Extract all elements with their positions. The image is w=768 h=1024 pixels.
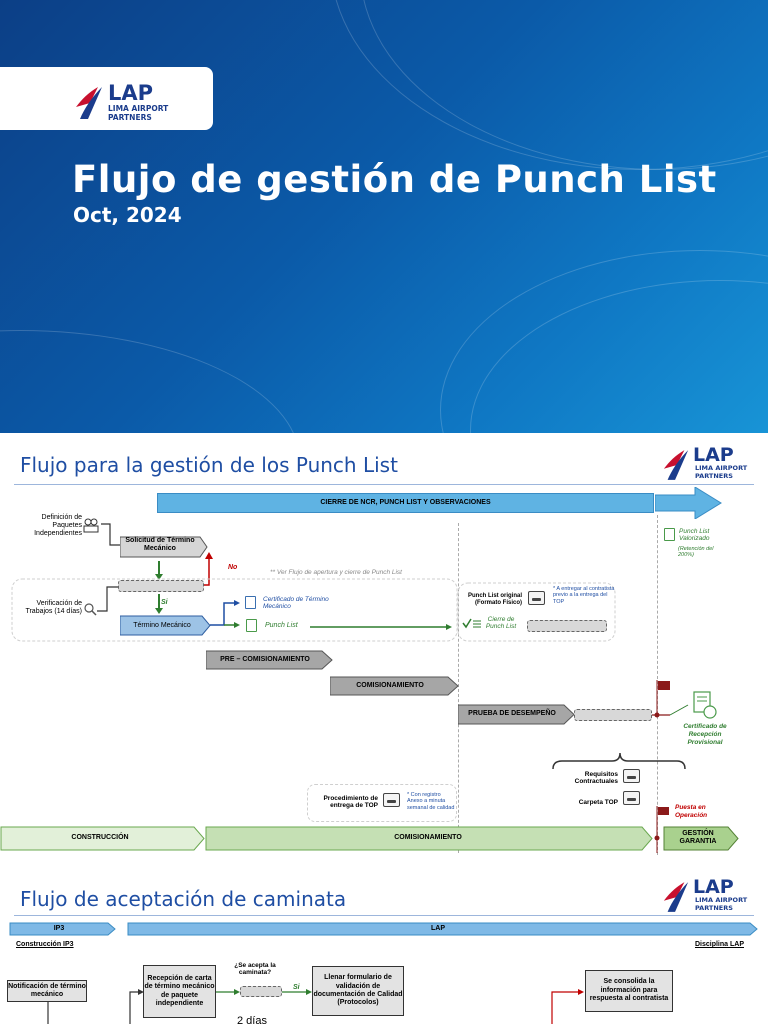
no-label: No [228,564,238,571]
cierre-dashed-box [527,620,607,632]
def-paquetes-label: Definición de Paquetes Independientes [34,514,82,538]
printer-icon [383,793,400,807]
cierre-punch-label: Cierre de Punch List [485,616,517,631]
notificacion-box: Notificación de término mecánico [7,980,87,1002]
punch-list-doc-icon [246,619,257,632]
comisionamiento-label: COMISIONAMIENTO [356,682,424,689]
printer-icon [623,791,640,805]
cert-recepcion-label: Certificado de Recepción Provisional [683,723,727,746]
si-label: Si [161,599,168,606]
lap-lane-label: LAP [431,925,445,932]
lap-logo-mark-icon [74,85,104,121]
cover-date: Oct, 2024 [73,203,182,227]
certificate-doc-icon [245,596,256,609]
punch-list-label: Punch List [265,622,298,629]
decorative-wave [0,330,300,433]
comisionamiento-bottom-label: COMISIONAMIENTO [394,834,462,841]
logo-wordmark: LAP [693,876,734,898]
punch-original-label: Punch List original (Formato Físico) [467,593,522,606]
valorizado-doc-icon [664,528,675,541]
ver-flujo-note: ** Ver Flujo de apertura y cierre de Punch List [270,569,402,576]
retencion-label: (Retención del 200%) [678,546,714,559]
pre-comisionamiento-label: PRE – COMISIONAMIENTO [220,656,310,663]
decision-box [118,580,204,592]
se-acepta-question: ¿Se acepta la caminata? [234,962,276,977]
caminata-dashed-box [240,986,282,997]
handshake-certificate-icon [692,691,718,719]
si-label: Si [293,984,300,991]
operation-flag-icon [656,805,672,821]
entregar-note: * A entregar al contratista previo a la entrega del TOP [553,586,615,605]
slide-title: Flujo para la gestión de los Punch List [20,453,398,477]
requisitos-label: Requisitos Contractuales [574,771,618,786]
verificacion-label: Verificación de Trabajos (14 días) [25,600,82,616]
punch-valorizado-label: Punch List Valorizado [679,528,710,543]
prueba-dashed-box [574,709,652,721]
termino-mecanico-label: Término Mecánico [133,622,191,629]
disciplina-lap-label: Disciplina LAP [694,941,744,948]
slide-title: Flujo de aceptación de caminata [20,887,347,911]
carpeta-top-label: Carpeta TOP [578,799,618,806]
puesta-operacion-label: Puesta en Operación [675,804,708,819]
logo-subline-1: LIMA AIRPORT [695,464,748,472]
caminata-flow-slide [0,865,768,1024]
printer-icon [528,591,545,605]
cierre-bar-label: CIERRE DE NCR, PUNCH LIST Y OBSERVACIONES [320,499,491,506]
logo-subline-2: PARTNERS [695,904,733,912]
logo-subline-2: PARTNERS [695,472,733,480]
cert-termino-label: Certificado de Término Mecánico [263,596,329,611]
construccion-ip3-label: Construcción IP3 [16,941,74,948]
logo-subline-2: PARTNERS [108,113,152,122]
decorative-wave [360,0,768,170]
se-consolida-box: Se consolida la información para respuesta al contratista [585,970,673,1012]
logo-subline-1: LIMA AIRPORT [108,104,169,113]
recepcion-carta-box: Recepción de carta de término mecánico de paquete independiente [143,965,216,1018]
llenar-formulario-box: Llenar formulario de validación de documentación de Calidad (Protocolos) [312,966,404,1016]
logo-wordmark: LAP [108,81,154,105]
logo-wordmark: LAP [693,444,734,466]
cover-title: Flujo de gestión de Punch List [72,158,717,201]
people-icon [82,517,100,533]
gestion-garantia-label: GESTIÓN GARANTIA [679,830,717,845]
logo-subline-1: LIMA AIRPORT [695,896,748,904]
printer-icon [623,769,640,783]
procedimiento-label: Procedimiento de entrega de TOP [323,795,378,810]
construccion-label: CONSTRUCCIÓN [71,834,129,841]
milestone-flag-icon [656,679,672,717]
cover-logo-card [0,67,213,130]
dos-dias-label: 2 días [237,1015,267,1024]
ip3-lane-label: IP3 [53,925,65,932]
solicitud-label: Solicitud de Término Mecánico [125,537,195,553]
punch-list-flow-slide [0,433,768,865]
magnifier-icon [83,602,97,616]
cover-slide [0,0,768,433]
prueba-desempeno-label: PRUEBA DE DESEMPEÑO [468,710,556,717]
con-registro-note: * Con registro Anexo a minuta semanal de calidad [407,792,455,811]
